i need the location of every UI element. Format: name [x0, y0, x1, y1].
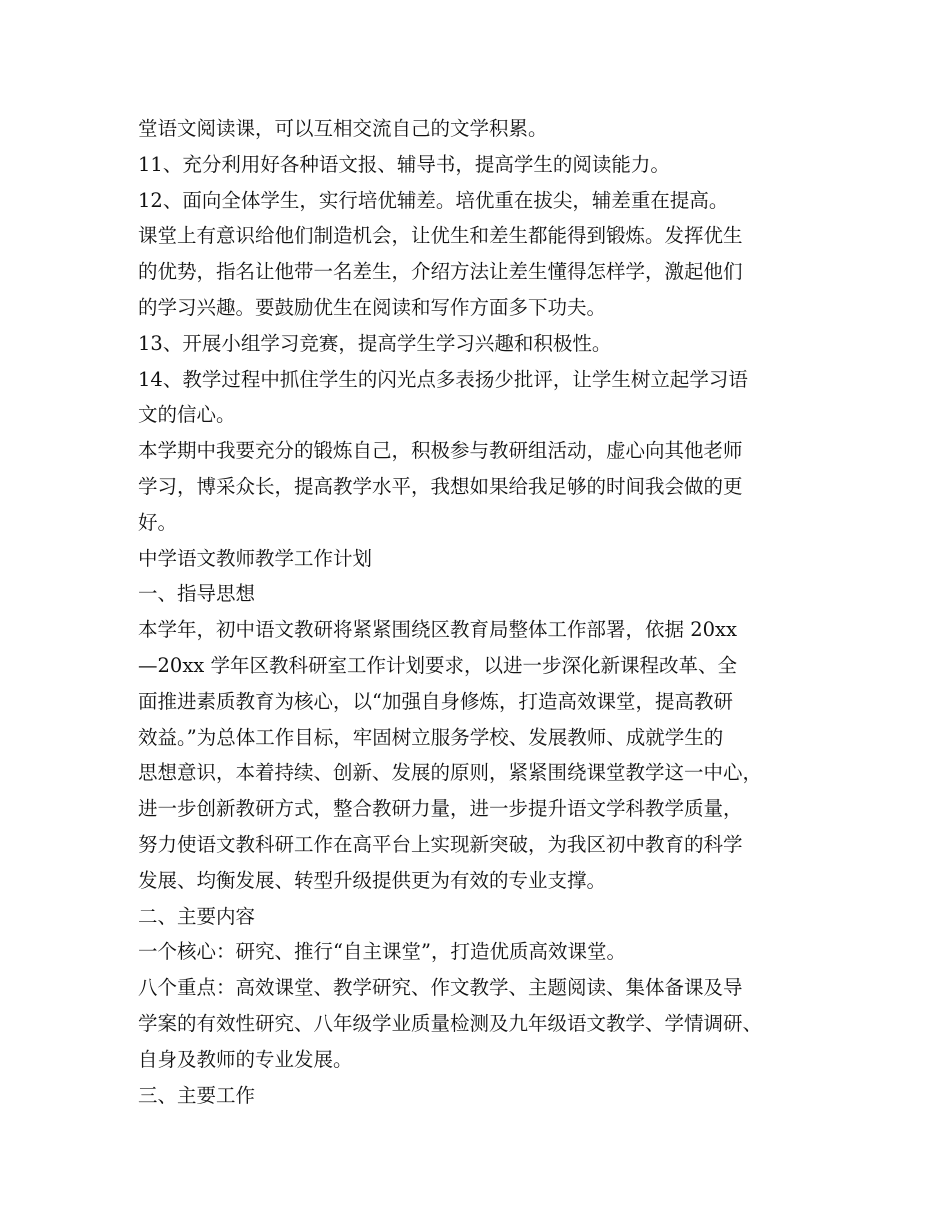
text-line: 面推进素质教育为核心，以“加强自身修炼，打造高效课堂，提高教研 [138, 689, 733, 713]
text-line: 效益。”为总体工作目标，牢固树立服务学校、发展教师、成就学生的 [138, 725, 724, 749]
text-line: —20xx 学年区教科研室工作计划要求，以进一步深化新课程改革、全 [138, 653, 738, 677]
text-line: 的优势，指名让他带一名差生，介绍方法让差生懂得怎样学，激起他们 [138, 260, 743, 284]
text-line: 好。 [138, 510, 178, 534]
text-line: 堂语文阅读课，可以互相交流自己的文学积累。 [138, 117, 548, 140]
text-line: 的学习兴趣。要鼓励优生在阅读和写作方面多下功夫。 [138, 295, 607, 319]
text-line: 发展、均衡发展、转型升级提供更为有效的专业支撑。 [138, 868, 607, 892]
text-line: 文的信心。 [138, 403, 236, 427]
text-line: 一个核心：研究、推行“自主课堂”，打造优质高效课堂。 [138, 940, 626, 964]
section-heading: 三、主要工作 [138, 1083, 256, 1107]
text-line: 思想意识，本着持续、创新、发展的原则，紧紧围绕课堂教学这一中心， [138, 761, 763, 785]
text-line: 努力使语文教科研工作在高平台上实现新突破，为我区初中教育的科学 [138, 832, 743, 856]
text-line: 学案的有效性研究、八年级学业质量检测及九年级语文教学、学情调研、 [138, 1011, 763, 1035]
section-title: 中学语文教师教学工作计划 [138, 546, 373, 570]
text-line: 自身及教师的专业发展。 [138, 1047, 353, 1071]
text-line: 进一步创新教研方式，整合教研力量，进一步提升语文学科教学质量， [138, 797, 743, 821]
text-line: 11、充分利用好各种语文报、辅导书，提高学生的阅读能力。 [138, 152, 670, 176]
text-line: 本学期中我要充分的锻炼自己，积极参与教研组活动，虚心向其他老师 [138, 439, 743, 463]
document-body [138, 111, 828, 1113]
text-line: 课堂上有意识给他们制造机会，让优生和差生都能得到锻炼。发挥优生 [138, 224, 743, 248]
text-line: 学习，博采众长，提高教学水平，我想如果给我足够的时间我会做的更 [138, 474, 743, 498]
text-line: 12、面向全体学生，实行培优辅差。培优重在拔尖，辅差重在提高。 [138, 188, 729, 212]
text-line: 13、开展小组学习竞赛，提高学生学习兴趣和积极性。 [138, 331, 612, 355]
text-line: 本学年，初中语文教研将紧紧围绕区教育局整体工作部署，依据 20xx [138, 618, 738, 642]
text-line: 八个重点：高效课堂、教学研究、作文教学、主题阅读、集体备课及导 [138, 976, 743, 1000]
section-heading: 二、主要内容 [138, 904, 256, 928]
text-line: 14、教学过程中抓住学生的闪光点多表扬少批评，让学生树立起学习语 [138, 367, 748, 391]
section-heading: 一、指导思想 [138, 582, 256, 606]
